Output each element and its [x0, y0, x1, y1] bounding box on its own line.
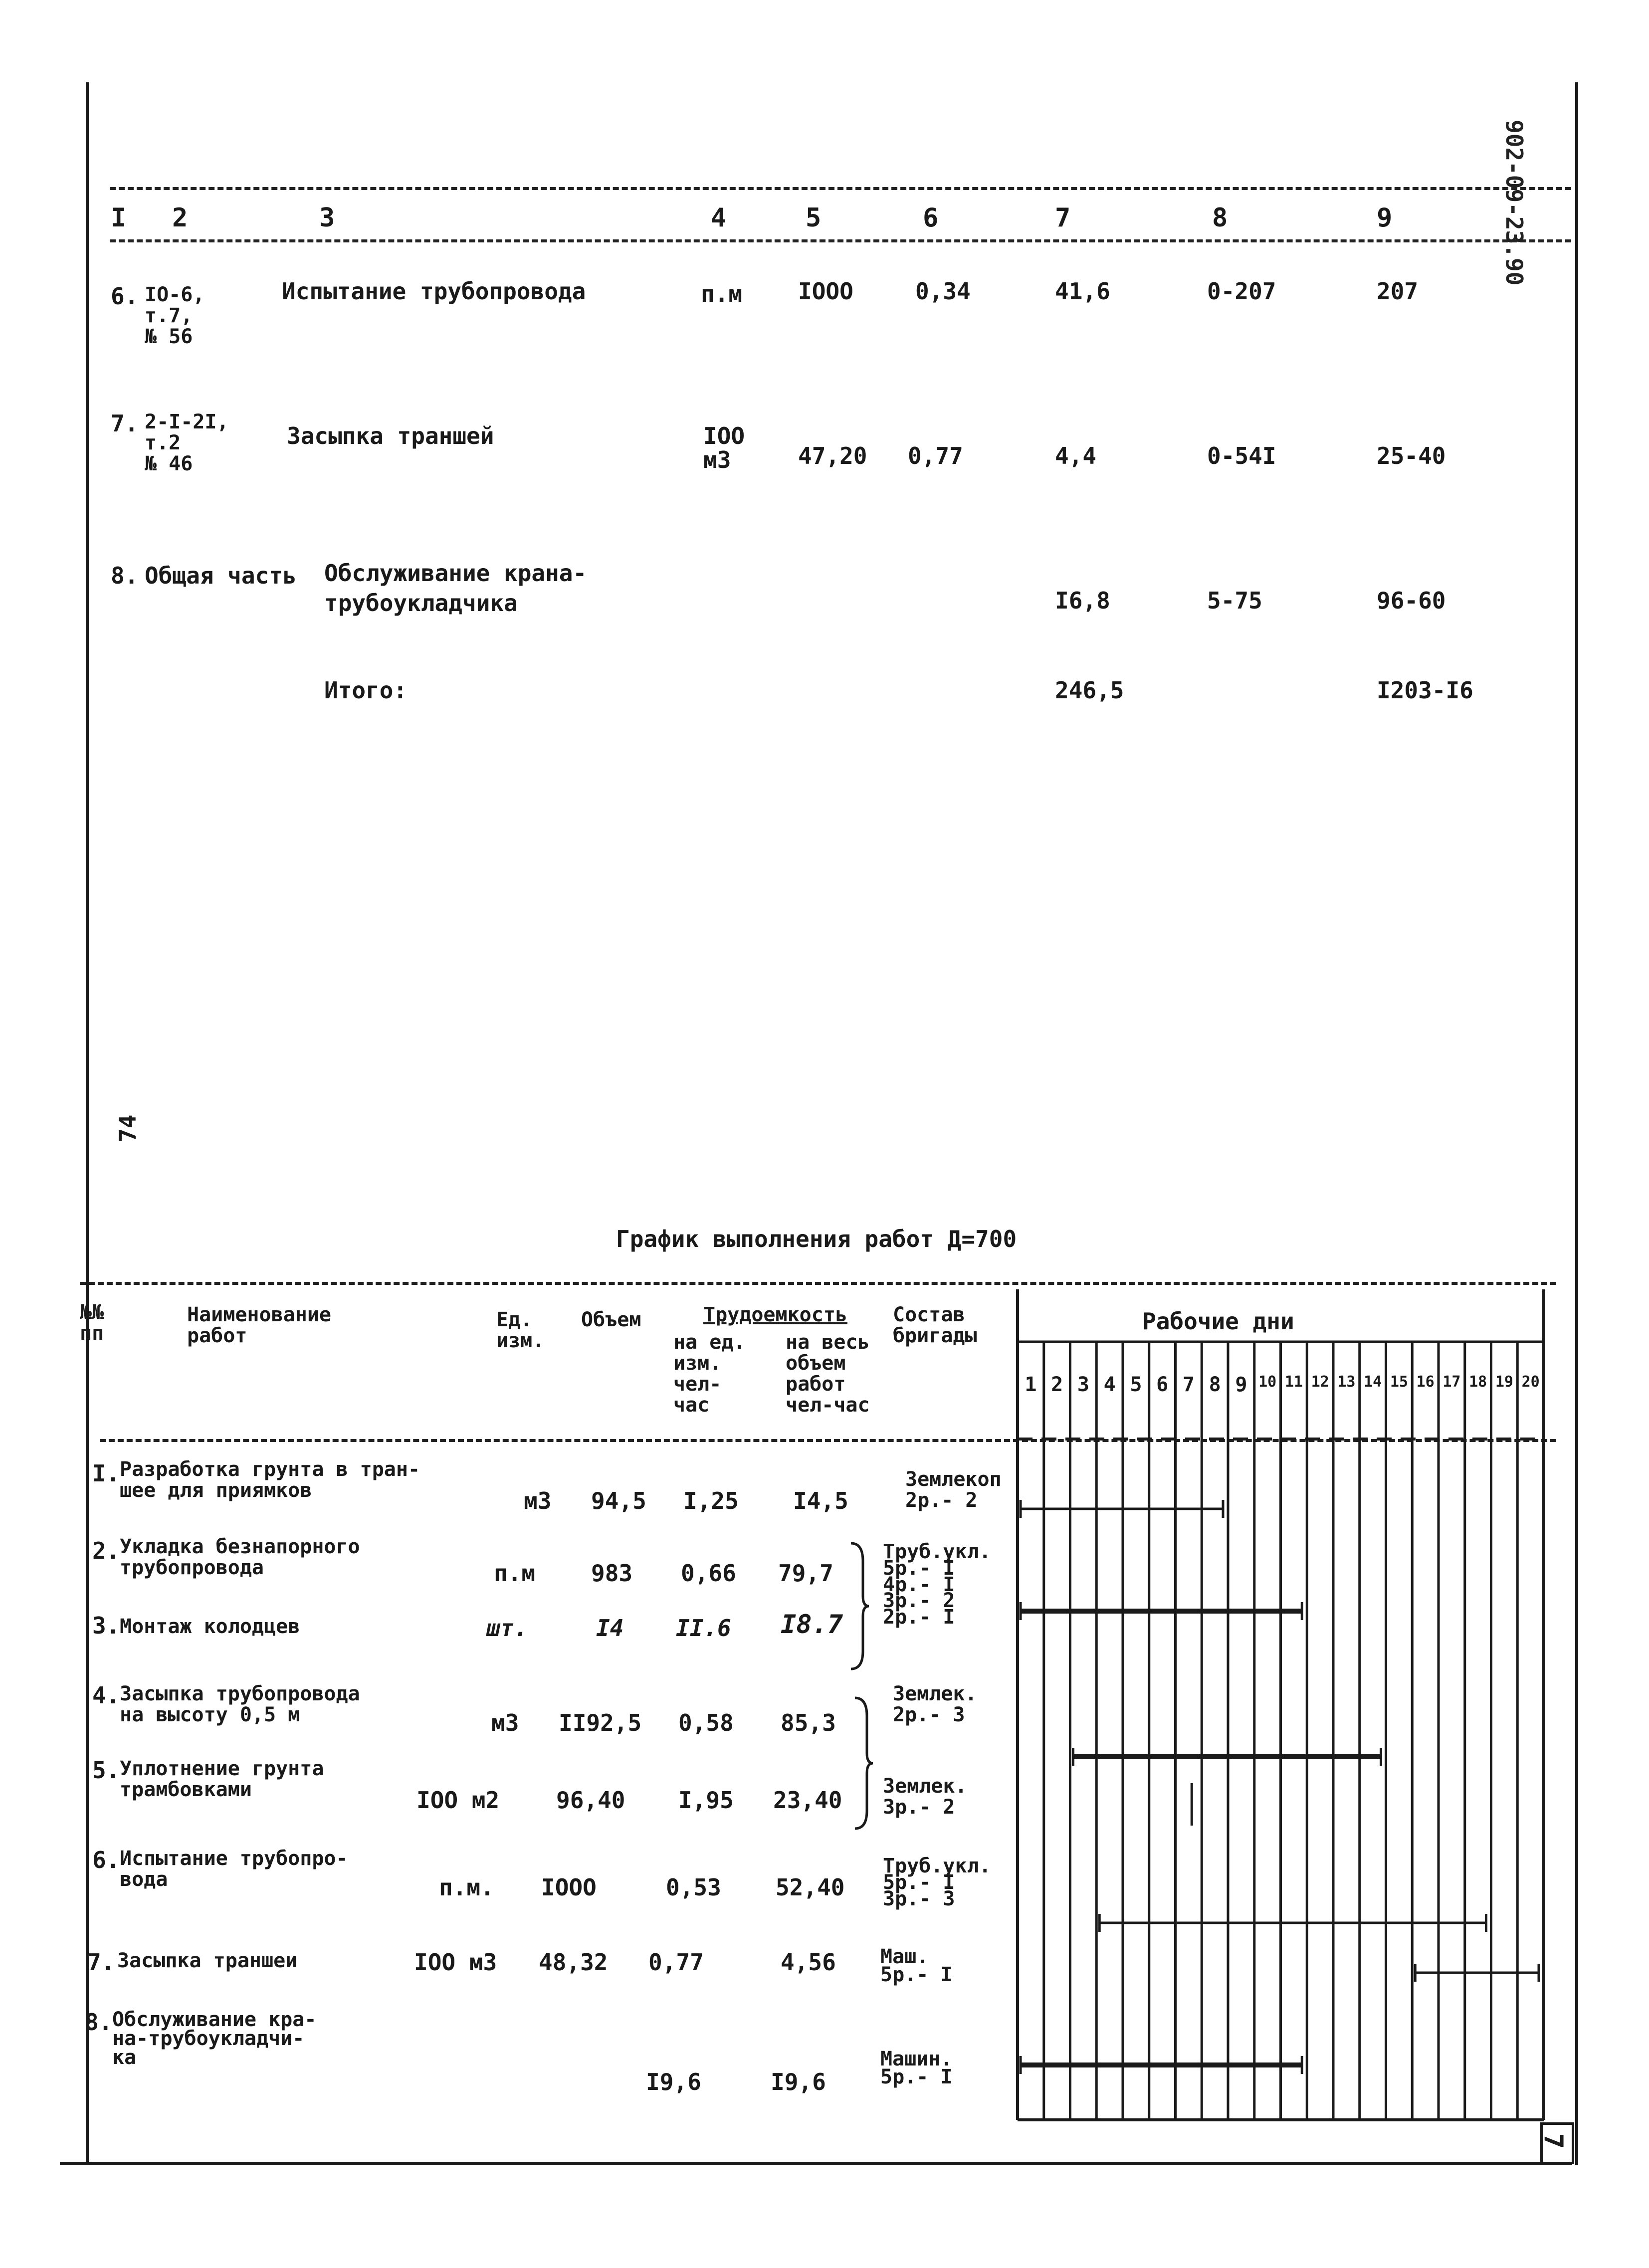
row-number: 7.	[87, 1949, 115, 1976]
total: I4,5	[793, 1487, 848, 1514]
row-number: 2.	[92, 1537, 120, 1564]
norm: 0,77	[908, 442, 963, 469]
row-number: 7.	[111, 410, 139, 437]
row-number: 6.	[92, 1847, 120, 1873]
total: 23,40	[773, 1787, 842, 1814]
total-label: Итого:	[324, 677, 408, 704]
total: 4,56	[781, 1949, 836, 1976]
work-name: Обслуживание кра- на-трубоукладчи- ка	[112, 2008, 317, 2069]
labor: 4,4	[1055, 442, 1097, 469]
quantity: IOOO	[798, 278, 853, 305]
crew: Труб.укл. 5р.- I 4р.- I 3р.- 2 2р.- I	[883, 1540, 991, 1629]
header-labor: Трудоемкость	[703, 1303, 847, 1326]
work-name: Обслуживание крана- трубоукладчика	[324, 560, 587, 617]
unit: IOO м3	[703, 422, 745, 474]
schedule-title: График выполнения работ Д=700	[616, 1226, 1017, 1252]
header-crew: Состав бригады	[893, 1303, 977, 1347]
gantt-day-label: 5	[1130, 1373, 1142, 1396]
norm-reference: IO-6, т.7, № 56	[145, 283, 205, 348]
col-num-3: 3	[319, 203, 335, 233]
unit: п.м.	[439, 1874, 494, 1901]
crew: Маш. 5р.- I	[880, 1945, 953, 1986]
gantt-day-label: 4	[1103, 1373, 1116, 1396]
header-labor-total: на весь объем работ чел-час	[786, 1331, 870, 1417]
gantt-day-label: 8	[1209, 1373, 1221, 1396]
gantt-day-label: 10	[1258, 1373, 1277, 1391]
row-number: 4.	[92, 1682, 120, 1709]
crew: Землек. 3р.- 2	[883, 1775, 967, 1819]
crew: Труб.укл. 5р.- I 3р.- 3	[883, 1855, 991, 1910]
gantt-day-label: 15	[1390, 1373, 1408, 1391]
gantt-day-label: 20	[1521, 1373, 1540, 1391]
work-name: Испытание трубопро- вода	[120, 1847, 348, 1891]
per-unit: II.6	[676, 1615, 731, 1642]
row-number: 6.	[111, 283, 139, 310]
per-unit: 0,77	[648, 1949, 704, 1976]
side-code: 902-09-23.90	[1501, 120, 1528, 286]
rate: 0-207	[1207, 278, 1276, 305]
sum: 96-60	[1377, 587, 1446, 614]
col-num-7: 7	[1055, 203, 1071, 233]
sum: 207	[1377, 278, 1419, 305]
crew: Землекоп 2р.- 2	[905, 1468, 1002, 1512]
work-name: Разработка грунта в тран- шее для приямков	[120, 1458, 420, 1502]
unit: м3	[491, 1709, 519, 1736]
col-num-6: 6	[923, 203, 939, 233]
sheet-number: 7	[1538, 2133, 1568, 2149]
quantity: 47,20	[798, 442, 867, 469]
header-labor-unit: на ед. изм. чел- час	[673, 1331, 746, 1417]
gantt-day-label: 1	[1025, 1373, 1037, 1396]
norm-reference: Общая часть	[145, 562, 297, 589]
labor: 41,6	[1055, 278, 1110, 305]
volume: I4	[596, 1615, 624, 1642]
row-number: 5.	[92, 1757, 120, 1784]
page-number: 74	[114, 1114, 141, 1142]
col-num-9: 9	[1377, 203, 1393, 233]
gantt-day-label: 2	[1051, 1373, 1063, 1396]
total: 52,40	[776, 1874, 845, 1901]
norm-reference: 2-I-2I, т.2 № 46	[145, 411, 229, 475]
volume: II92,5	[559, 1709, 642, 1736]
per-unit: I,25	[683, 1487, 739, 1514]
group-brace	[853, 1696, 873, 1831]
rate: 5-75	[1207, 587, 1262, 614]
gantt-day-label: 11	[1284, 1373, 1303, 1391]
unit: IOO м3	[414, 1949, 497, 1976]
unit: м3	[524, 1487, 552, 1514]
volume: 983	[591, 1560, 633, 1587]
total: 79,7	[778, 1560, 833, 1587]
work-name: Укладка безнапорного трубопровода	[120, 1535, 360, 1579]
volume: IOOO	[541, 1874, 597, 1901]
work-name: Уплотнение грунта трамбовками	[120, 1757, 324, 1801]
unit: шт.	[486, 1615, 528, 1642]
col-num-5: 5	[806, 203, 822, 233]
per-unit: 0,66	[681, 1560, 736, 1587]
unit: п.м	[494, 1560, 536, 1587]
gantt-day-label: 3	[1077, 1373, 1089, 1396]
gantt-day-label: 16	[1416, 1373, 1435, 1391]
total-labor: 246,5	[1055, 677, 1124, 704]
row-number: I.	[92, 1460, 120, 1487]
volume: 94,5	[591, 1487, 646, 1514]
gantt-day-label: 6	[1156, 1373, 1169, 1396]
unit: IOO м2	[416, 1787, 500, 1814]
row-number: 8.	[85, 2009, 113, 2036]
rate: 0-54I	[1207, 442, 1276, 469]
header-volume: Объем	[581, 1308, 641, 1331]
header-num: №№ пп	[80, 1301, 104, 1345]
header-days: Рабочие дни	[1142, 1308, 1294, 1335]
col-num-2: 2	[172, 203, 188, 233]
header-name: Наименование работ	[187, 1303, 331, 1347]
work-name: Монтаж колодцев	[120, 1615, 300, 1638]
labor: I6,8	[1055, 587, 1110, 614]
col-num-1: I	[111, 203, 127, 233]
gantt-day-label: 14	[1364, 1373, 1382, 1391]
row-number: 8.	[111, 562, 139, 589]
gantt-day-label: 17	[1443, 1373, 1461, 1391]
gantt-day-label: 13	[1337, 1373, 1356, 1391]
work-name: Засыпка трубопровода на высоту 0,5 м	[120, 1682, 360, 1726]
unit: п.м	[701, 280, 743, 307]
gantt-day-label: 18	[1469, 1373, 1487, 1391]
volume: 48,32	[539, 1949, 608, 1976]
per-unit: 0,58	[678, 1709, 734, 1736]
norm: 0,34	[915, 278, 971, 305]
group-brace	[849, 1541, 869, 1671]
col-num-4: 4	[711, 203, 727, 233]
total-sum: I203-I6	[1377, 677, 1473, 704]
per-unit: I,95	[678, 1787, 734, 1814]
gantt-day-label: 7	[1182, 1373, 1195, 1396]
header-unit: Ед. изм.	[496, 1308, 545, 1352]
sum: 25-40	[1377, 442, 1446, 469]
crew: Машин. 5р.- I	[880, 2048, 953, 2088]
work-name: Засыпка траншеи	[117, 1949, 298, 1972]
per-unit: I9,6	[646, 2068, 701, 2095]
row-number: 3.	[92, 1612, 120, 1639]
per-unit: 0,53	[666, 1874, 721, 1901]
gantt-day-label: 12	[1311, 1373, 1329, 1391]
col-num-8: 8	[1212, 203, 1228, 233]
work-name: Испытание трубопровода	[282, 278, 586, 305]
gantt-day-label: 19	[1495, 1373, 1513, 1391]
total: I9,6	[771, 2068, 826, 2095]
total: 85,3	[781, 1709, 836, 1736]
total: I8.7	[781, 1610, 843, 1640]
volume: 96,40	[556, 1787, 625, 1814]
work-name: Засыпка траншей	[287, 422, 494, 449]
gantt-day-label: 9	[1235, 1373, 1247, 1396]
crew: Землек. 2р.- 3	[893, 1682, 977, 1726]
